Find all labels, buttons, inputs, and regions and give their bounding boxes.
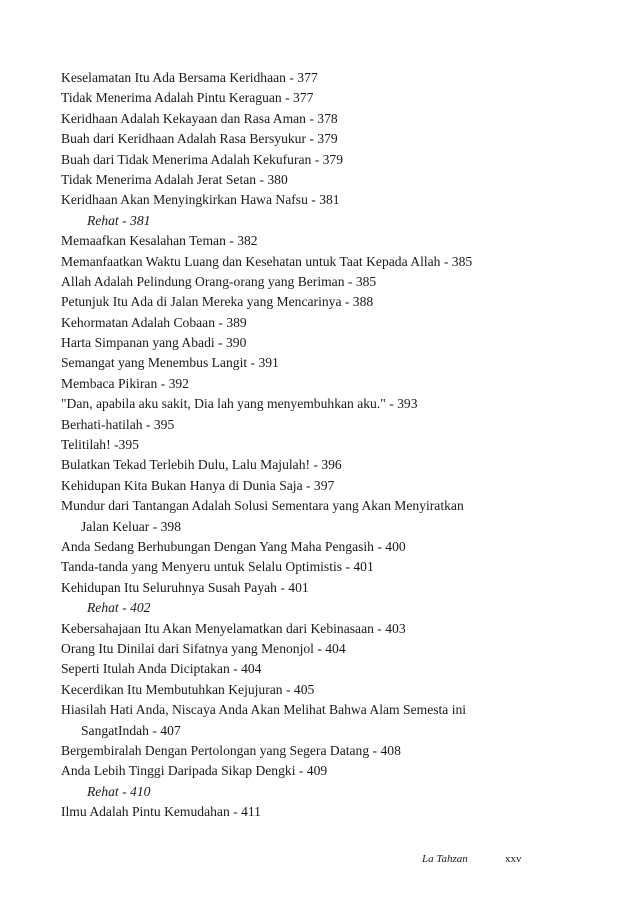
- toc-entry: Anda Sedang Berhubungan Dengan Yang Maha Pengasih - 400: [61, 538, 406, 554]
- toc-entry: Petunjuk Itu Ada di Jalan Mereka yang Mencarinya - 388: [61, 294, 374, 310]
- toc-entry: Telitilah! -395: [61, 437, 139, 453]
- toc-entry: Kebersahajaan Itu Akan Menyelamatkan dari Kebinasaan - 403: [61, 620, 406, 636]
- toc-entry: Anda Lebih Tinggi Daripada Sikap Dengki - 409: [61, 763, 328, 779]
- toc-entry: Memanfaatkan Waktu Luang dan Kesehatan untuk Taat Kepada Allah - 385: [61, 253, 473, 269]
- toc-entry: Keridhaan Adalah Kekayaan dan Rasa Aman - 378: [61, 110, 338, 126]
- toc-rehat-entry: Rehat - 381: [87, 212, 151, 228]
- toc-entry: Tidak Menerima Adalah Pintu Keraguan - 377: [61, 90, 314, 106]
- toc-entry: Hiasilah Hati Anda, Niscaya Anda Akan Melihat Bahwa Alam Semesta ini: [61, 702, 467, 718]
- toc-entry: Kehidupan Kita Bukan Hanya di Dunia Saja - 397: [61, 477, 335, 493]
- toc-entry: Kecerdikan Itu Membutuhkan Kejujuran - 405: [61, 681, 315, 697]
- toc-entry: Bergembiralah Dengan Pertolongan yang Segera Datang - 408: [61, 742, 401, 758]
- toc-entry: Mundur dari Tantangan Adalah Solusi Sementara yang Akan Menyiratkan: [61, 498, 464, 514]
- toc-entry: Kehidupan Itu Seluruhnya Susah Payah - 401: [61, 579, 309, 595]
- toc-entry: Memaafkan Kesalahan Teman - 382: [61, 233, 258, 249]
- toc-entry: Berhati-hatilah - 395: [61, 416, 175, 432]
- toc-entry: Keselamatan Itu Ada Bersama Keridhaan - 377: [61, 70, 318, 85]
- toc-entry: Harta Simpanan yang Abadi - 390: [61, 335, 247, 351]
- page-number: xxv: [505, 853, 522, 865]
- toc-rehat-entry: Rehat - 410: [87, 783, 151, 799]
- toc-entry: Kehormatan Adalah Cobaan - 389: [61, 314, 247, 330]
- toc-entry: Tidak Menerima Adalah Jerat Setan - 380: [61, 171, 288, 187]
- toc-entry: Bulatkan Tekad Terlebih Dulu, Lalu Majulah! - 396: [61, 457, 342, 473]
- toc-rehat-entry: Rehat - 402: [87, 600, 151, 616]
- toc-entry: Allah Adalah Pelindung Orang-orang yang Beriman - 385: [61, 273, 377, 289]
- toc-entry: Tanda-tanda yang Menyeru untuk Selalu Optimistis - 401: [61, 559, 374, 575]
- running-title: La Tahzan: [422, 853, 468, 865]
- toc-entry: Buah dari Keridhaan Adalah Rasa Bersyukur - 379: [61, 131, 338, 147]
- toc-entry: Orang Itu Dinilai dari Sifatnya yang Menonjol - 404: [61, 640, 346, 656]
- toc-entry: Buah dari Tidak Menerima Adalah Kekufuran - 379: [61, 151, 344, 167]
- toc-entry-continuation: Jalan Keluar - 398: [81, 518, 182, 534]
- table-of-contents: [61, 68, 581, 822]
- toc-entry: Keridhaan Akan Menyingkirkan Hawa Nafsu - 381: [61, 192, 340, 208]
- toc-entry: Membaca Pikiran - 392: [61, 375, 189, 391]
- toc-entry: Semangat yang Menembus Langit - 391: [61, 355, 279, 371]
- toc-entry: Ilmu Adalah Pintu Kemudahan - 411: [61, 804, 261, 820]
- toc-entry: "Dan, apabila aku sakit, Dia lah yang menyembuhkan aku." - 393: [61, 396, 418, 412]
- toc-entry: Seperti Itulah Anda Diciptakan - 404: [61, 661, 262, 677]
- toc-entry-continuation: SangatIndah - 407: [81, 722, 181, 738]
